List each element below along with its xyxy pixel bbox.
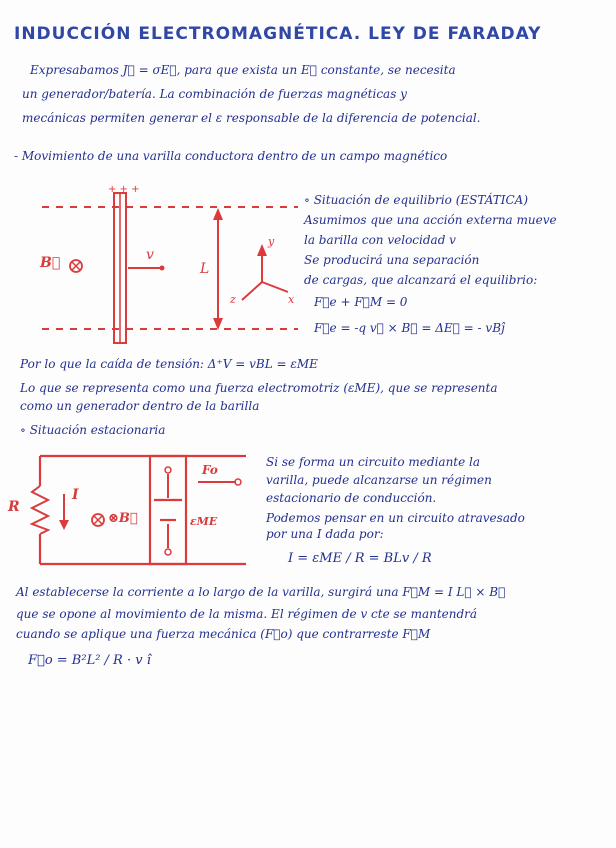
force-equation: F⃗o = B²L² / R · v î xyxy=(28,653,151,668)
fig1-x-label: x xyxy=(288,293,295,306)
conclusion-line-2: que se opone al movimiento de la misma. El régimen de v cte se mantendrá xyxy=(16,607,478,621)
page-title: INDUCCIÓN ELECTROMAGNÉTICA. LEY DE FARADAY xyxy=(14,24,542,44)
fig2-r-label: R xyxy=(8,499,20,515)
stationary-line-4: Podemos pensar en un circuito atravesado xyxy=(266,511,525,525)
y-axis-head xyxy=(257,244,267,256)
equilibrium-line-1: Asumimos que una acción externa mueve xyxy=(304,213,557,227)
stationary-heading: ∘ Situación estacionaria xyxy=(20,423,166,437)
fig2-b-label: ⊗B⃗ xyxy=(108,511,138,526)
equilibrium-line-2: la barilla con velocidad v xyxy=(304,233,456,247)
fem-line-2: como un generador dentro de la barilla xyxy=(20,399,260,413)
equilibrium-equation-1: F⃗e + F⃗M = 0 xyxy=(314,295,408,309)
section-heading-varilla: - Movimiento de una varilla conductora dentro de un campo magnético xyxy=(14,149,448,163)
z-axis xyxy=(242,282,262,300)
x-axis xyxy=(262,282,288,292)
intro-line-2: un generador/batería. La combinación de fuerzas magnéticas y xyxy=(22,87,407,101)
current-equation: I = εME / R = BLv / R xyxy=(288,551,432,566)
equilibrium-heading: ∘ Situación de equilibrio (ESTÁTICA) xyxy=(304,193,528,207)
equilibrium-line-4: de cargas, que alcanzará el equilibrio: xyxy=(304,273,538,287)
fig2-fem-label: εME xyxy=(190,515,218,528)
intro-line-1: Expresabamos J⃗ = σE⃗, para que exista un E⃗ constante, se necesita xyxy=(30,63,456,77)
stationary-line-5: por una I dada por: xyxy=(266,527,384,541)
terminal-top xyxy=(165,467,171,473)
plus-sign: + + + xyxy=(108,184,140,195)
fig1-b-label: B⃗ xyxy=(40,255,61,271)
fig1-l-label: L xyxy=(200,261,210,277)
resistor-icon xyxy=(32,486,48,534)
fig1-y-label: y xyxy=(268,235,275,248)
equilibrium-equation-2: F⃗e = -q v⃗ × B⃗ = ΔE⃗ = - vBĵ xyxy=(314,321,505,335)
stationary-line-3: estacionario de conducción. xyxy=(266,491,437,505)
fem-line-1: Lo que se representa como una fuerza electromotriz (εME), que se representa xyxy=(20,381,498,395)
terminal-bottom xyxy=(165,549,171,555)
voltage-drop-line: Por lo que la caída de tensión: Δ⁺V = vBL = εME xyxy=(20,357,318,371)
fig1-z-label: z xyxy=(230,293,236,306)
current-arrow-head xyxy=(59,520,69,530)
intro-line-3: mecánicas permiten generar el ε responsable de la diferencia de potencial. xyxy=(22,111,481,125)
fig2-fo-label: Fo xyxy=(202,463,218,477)
fig1-v-label: v xyxy=(146,247,154,263)
conclusion-line-1: Al establecerse la corriente a lo largo de la varilla, surgirá una F⃗M = I L⃗ × B⃗ xyxy=(16,585,506,599)
fig2-i-label: I xyxy=(72,487,79,503)
equilibrium-line-3: Se producirá una separación xyxy=(304,253,480,267)
stationary-line-1: Si se forma un circuito mediante la xyxy=(266,455,481,469)
length-arrow-head-top xyxy=(213,208,223,220)
velocity-dot xyxy=(160,266,165,271)
conclusion-line-3: cuando se aplique una fuerza mecánica (F⃗o) que contrarreste F⃗M xyxy=(16,627,431,641)
stationary-line-2: varilla, puede alcanzarse un régimen xyxy=(266,473,492,487)
